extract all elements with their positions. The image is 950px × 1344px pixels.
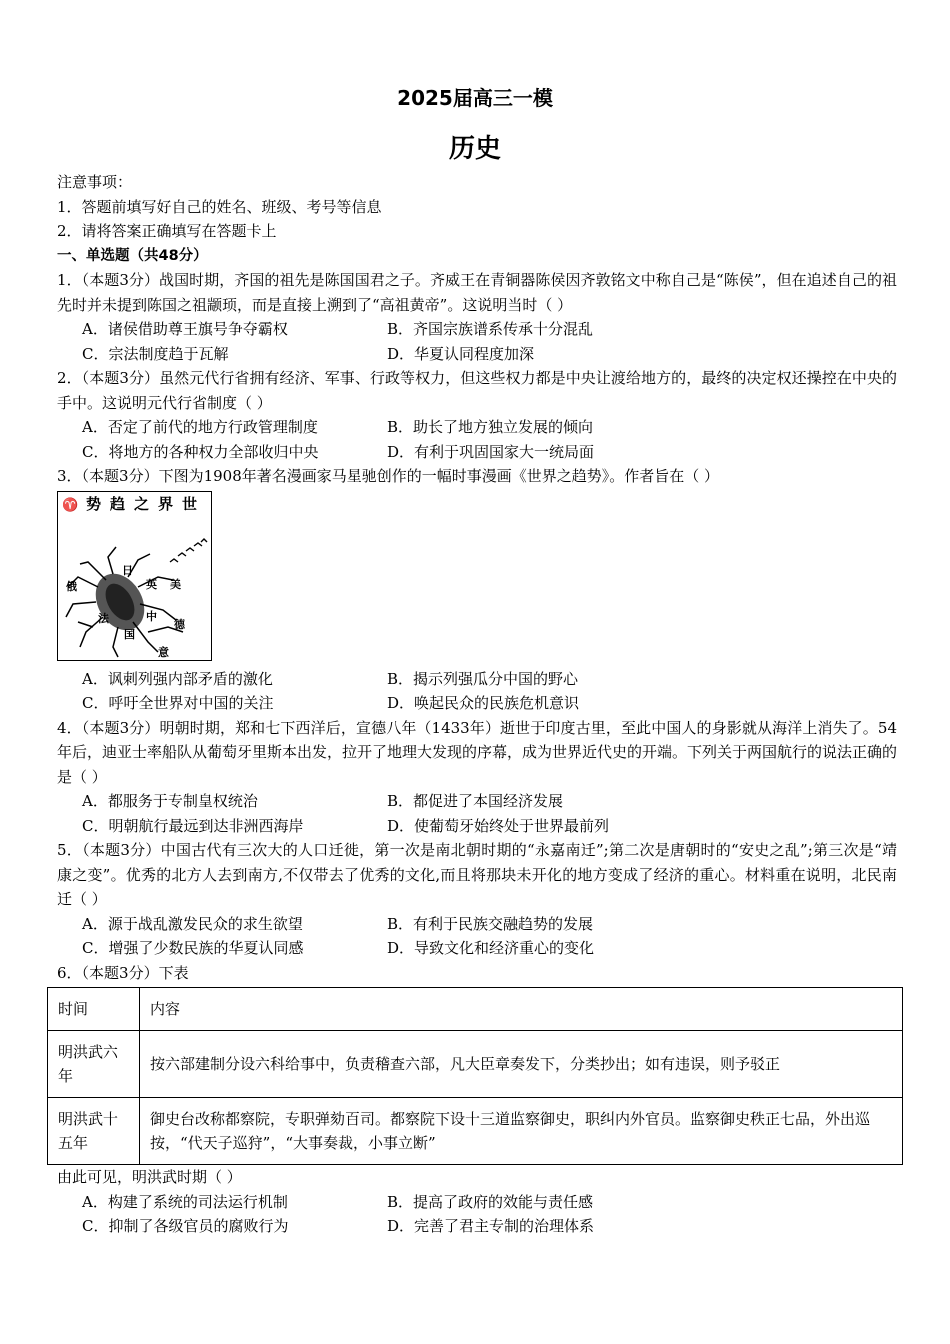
- question-2: [57, 366, 897, 464]
- option-a: A．否定了前代的地方行政管理制度: [82, 418, 318, 436]
- option-b: B．都促进了本国经济发展: [387, 792, 564, 810]
- question-options: [57, 1190, 897, 1239]
- section-heading: 一、单选题（共48分）: [57, 247, 208, 264]
- question-3: [57, 464, 897, 716]
- table-cell-content: 御史台改称都察院，专职弹劾百司。都察院下设十三道监察御史，职纠内外官员。监察御史秩正七品，外出巡按，“代天子巡狩”，“大事奏裁，小事立断”: [140, 1098, 903, 1165]
- table-row: [48, 1031, 903, 1098]
- exam-title: 2025届高三一模: [397, 86, 553, 110]
- notice-item: 1．答题前填写好自己的姓名、班级、考号等信息: [57, 197, 382, 216]
- label-guo: 国: [124, 627, 135, 641]
- question-5: [57, 838, 897, 961]
- option-d: D．有利于巩固国家大一统局面: [387, 442, 595, 461]
- question-6: [57, 961, 897, 1239]
- question-options: [57, 415, 897, 464]
- cartoon-title-char: 势: [86, 494, 102, 513]
- cartoon-title-char: 世: [182, 494, 198, 513]
- table-header-cell: 时间: [48, 988, 140, 1031]
- option-d: D．完善了君主专制的治理体系: [387, 1217, 595, 1235]
- question-stem: 1．（本题3分）战国时期，齐国的祖先是陈国国君之子。齐威王在青铜器陈侯因齐敦铭文中称自己是“陈侯”，但在追述自己的祖先时并未提到陈国之祖颛顼，而是直接上溯到了“高祖黄帝”。这说明当时（ ）: [57, 271, 897, 314]
- table-header-row: [48, 988, 903, 1031]
- label-russia: 俄: [66, 579, 77, 593]
- question-4: [57, 716, 897, 839]
- birds: [170, 539, 207, 562]
- option-c: C．明朝航行最远到达非洲西海岸: [82, 816, 304, 835]
- question-options: [57, 667, 897, 716]
- cartoon-image: [57, 491, 212, 661]
- option-a: A．诸侯借助尊王旗号争夺霸权: [82, 320, 288, 338]
- option-c: C．抑制了各级官员的腐败行为: [82, 1217, 289, 1235]
- option-c: C．宗法制度趋于瓦解: [82, 344, 229, 363]
- option-b: B．齐国宗族谱系传承十分混乱: [387, 320, 594, 338]
- question-stem: 2．（本题3分）虽然元代行省拥有经济、军事、行政等权力，但这些权力都是中央让渡给地方的，最终的决定权还操控在中央的手中。这说明元代行省制度（ ）: [57, 369, 897, 412]
- question-stem: 5．（本题3分）中国古代有三次大的人口迁徙，第一次是南北朝时期的“永嘉南迁”;第二次是唐朝时的“安史之乱”;第三次是“靖康之变”。优秀的北方人去到南方,不仅带去了优秀的文化,而且将那块未开化的地方变成了经济的重心。材料重在说明，北民南迁（ ）: [57, 841, 897, 908]
- option-c: C．呼吁全世界对中国的关注: [82, 694, 274, 712]
- option-b: B．揭示列强瓜分中国的野心: [387, 669, 579, 688]
- label-japan: 日: [122, 563, 133, 577]
- question-stem: 6．（本题3分）下表: [57, 963, 189, 982]
- option-d: D．使葡萄牙始终处于世界最前列: [387, 816, 610, 835]
- exam-content: [57, 170, 897, 1239]
- option-b: B．助长了地方独立发展的倾向: [387, 418, 594, 436]
- question-after-table: 由此可见，明洪武时期（ ）: [57, 1168, 242, 1186]
- notice-item: 2．请将答案正确填写在答题卡上: [57, 222, 277, 240]
- option-a: A．都服务于专制皇权统治: [82, 792, 258, 810]
- table-cell-time: 明洪武十五年: [48, 1098, 140, 1165]
- question-options: [57, 317, 897, 366]
- label-italy: 意: [158, 645, 169, 659]
- notice-heading: 注意事项：: [57, 173, 133, 191]
- option-a: A．源于战乱激发民众的求生欲望: [82, 914, 303, 933]
- question-options: [57, 912, 897, 961]
- cartoon-drawing: [58, 492, 211, 660]
- cartoon-title-char: 趋: [110, 494, 126, 513]
- label-china: 中: [146, 609, 157, 623]
- label-france: 法: [98, 611, 109, 625]
- option-a: A．构建了系统的司法运行机制: [82, 1192, 288, 1211]
- option-c: C．增强了少数民族的华夏认同感: [82, 939, 304, 957]
- cartoon-title-mark: ♈: [62, 497, 79, 513]
- cartoon-title-char: 界: [158, 494, 174, 513]
- table-header-cell: 内容: [140, 988, 903, 1031]
- question-stem: 4．（本题3分）明朝时期，郑和七下西洋后，宣德八年（1433年）逝世于印度古里，至此中国人的身影就从海洋上消失了。54年后，迪亚士率船队从葡萄牙里斯本出发，拉开了地理大发现的序幕，成为世界近代史的开端。下列关于两国航行的说法正确的是（ ）: [57, 718, 898, 786]
- label-britain: 英: [146, 577, 157, 591]
- option-d: D．导致文化和经济重心的变化: [387, 939, 595, 957]
- table-cell-time: 明洪武六年: [48, 1031, 140, 1098]
- cartoon-title-char: 之: [134, 494, 150, 513]
- label-usa: 美: [170, 577, 181, 591]
- table-row: [48, 1098, 903, 1165]
- label-germany: 德: [174, 617, 185, 631]
- question-1: [57, 268, 897, 366]
- option-b: B．有利于民族交融趋势的发展: [387, 914, 594, 933]
- option-a: A．讽刺列强内部矛盾的激化: [82, 669, 273, 688]
- question-stem: 3．（本题3分）下图为1908年著名漫画家马星驰创作的一幅时事漫画《世界之趋势》。作者旨在（ ）: [57, 467, 720, 485]
- question-options: [57, 789, 897, 838]
- option-d: D．华夏认同程度加深: [387, 344, 535, 363]
- table-cell-content: 按六部建制分设六科给事中，负责稽查六部，凡大臣章奏发下，分类抄出；如有违误，则予驳正: [140, 1031, 903, 1098]
- option-d: D．唤起民众的民族危机意识: [387, 694, 580, 712]
- option-c: C．将地方的各种权力全部收归中央: [82, 442, 319, 461]
- subject-title: 历史: [448, 134, 501, 164]
- history-table: [47, 987, 903, 1165]
- option-b: B．提高了政府的效能与责任感: [387, 1192, 594, 1211]
